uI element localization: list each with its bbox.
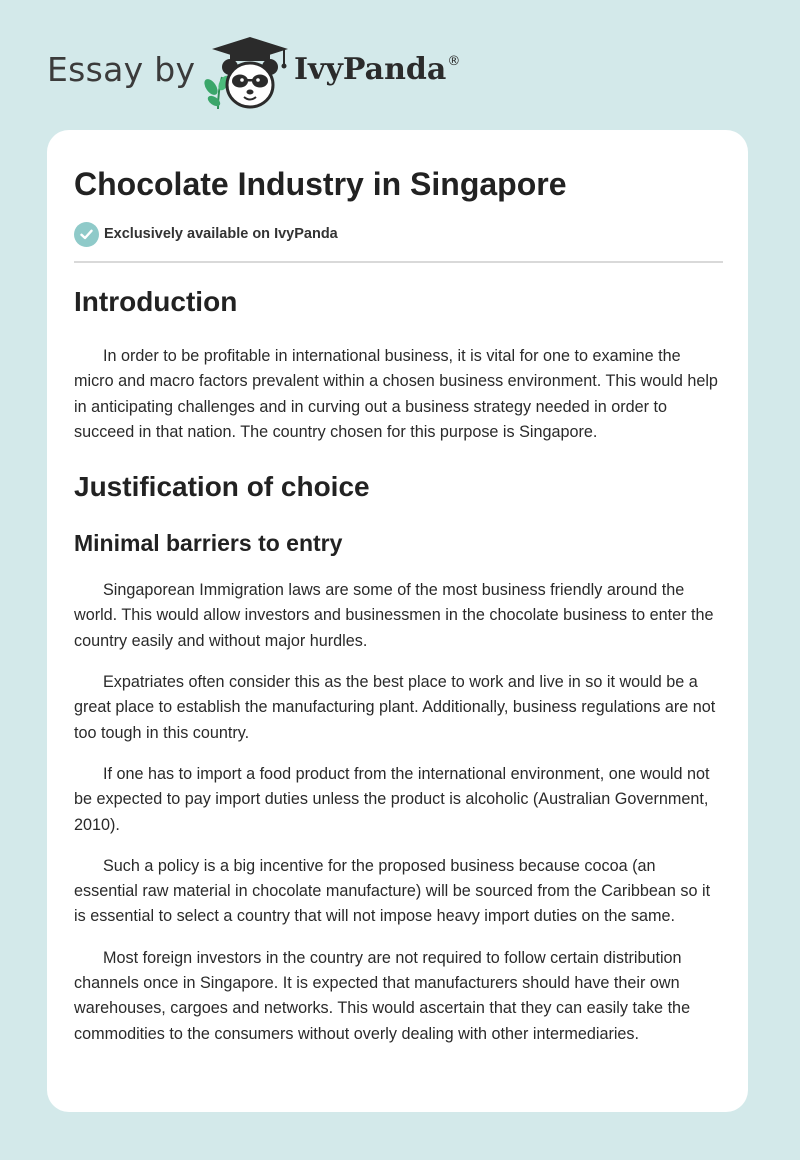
section-heading-justification: Justification of choice	[74, 471, 370, 503]
paragraph: Expatriates often consider this as the best place to work and live in so it would be a great place to establish the manufacturing plant. Additionally, business regulations are not too tough in this country.	[74, 673, 716, 742]
registered-mark: ®	[447, 54, 461, 69]
paragraph: In order to be profitable in international business, it is vital for one to examine the micro and macro factors prevalent within a chosen business environment. This would help in anticipating challenges and in curving out a business strategy needed in order to succeed in that nation. The country chosen for this purpose is Singapore.	[74, 347, 718, 441]
title-divider	[74, 261, 723, 263]
essay-card	[47, 130, 748, 1112]
essay-body	[74, 280, 723, 1047]
subsection-heading-barriers: Minimal barriers to entry	[74, 530, 343, 557]
paragraph: Singaporean Immigration laws are some of the most business friendly around the world. This would allow investors and businessmen in the chocolate business to enter the country easily and without major hurdles.	[74, 581, 714, 650]
check-circle-icon	[74, 222, 99, 247]
panda-logo-icon[interactable]	[200, 35, 292, 111]
brand-name[interactable]	[294, 52, 460, 87]
essay-by-label: Essay by	[47, 50, 196, 89]
page-title: Chocolate Industry in Singapore	[74, 166, 567, 202]
paragraph: Such a policy is a big incentive for the proposed business because cocoa (an essential raw material in chocolate manufacture) will be sourced from the Caribbean so it is essential to select a country that will not impose heavy import duties on the same.	[74, 856, 711, 926]
exclusive-label: Exclusively available on IvyPanda	[104, 226, 338, 242]
site-header	[0, 0, 800, 130]
section-heading-introduction: Introduction	[74, 286, 238, 317]
paragraph: If one has to import a food product from the international environment, one would not be expected to pay import duties unless the product is alcoholic (Australian Government, 2010).	[74, 764, 710, 834]
exclusive-badge	[74, 221, 338, 247]
paragraph: Most foreign investors in the country are not required to follow certain distribution channels once in Singapore. It is expected that manufacturers should have their own warehouses, cargoes and networks. This would ascertain that they can easily take the commodities to the consumers without overly dealing with other intermediaries.	[74, 948, 691, 1043]
brand-text: IvyPanda	[294, 52, 447, 87]
